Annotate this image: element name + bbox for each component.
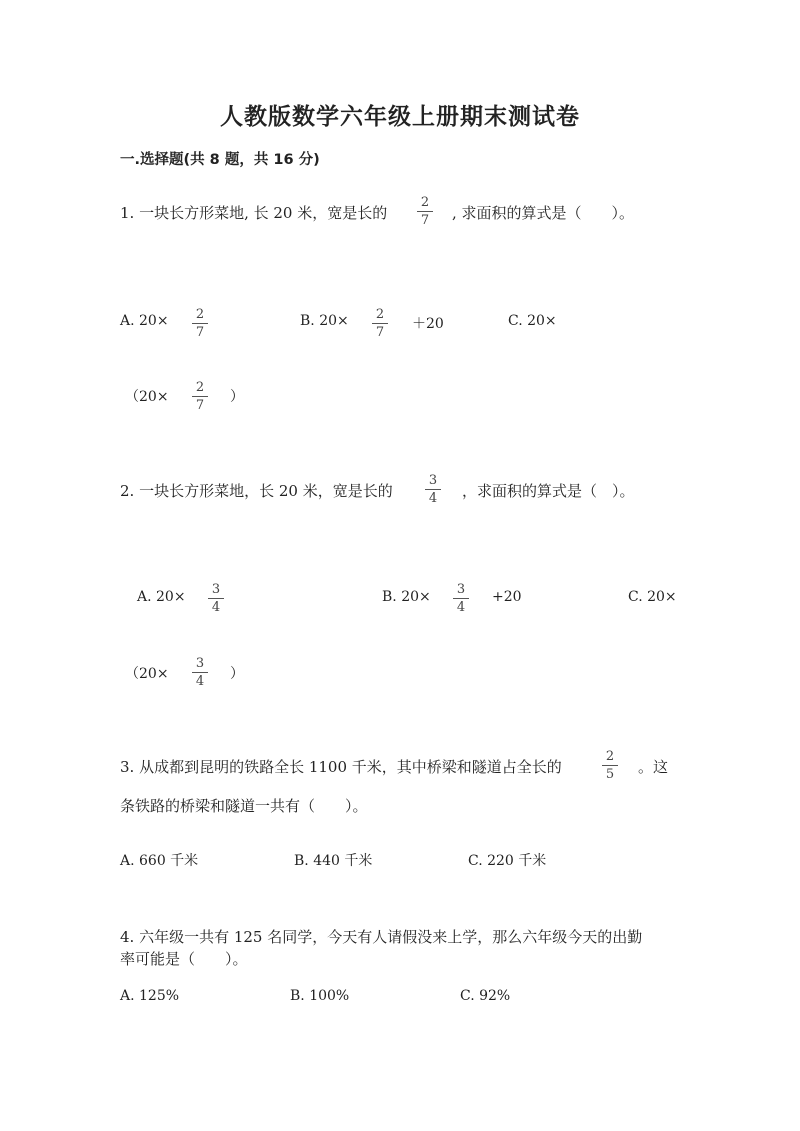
section-heading: 一.选择题(共 8 题，共 16 分) — [120, 152, 320, 168]
question-1-text-end: , 求面积的算式是（ ）。 — [452, 204, 635, 222]
question-2-text-end: ，求面积的算式是（ ）。 — [462, 482, 635, 500]
question-4-text-line2: 率可能是（ ）。 — [120, 950, 248, 968]
fraction-numerator: 2 — [195, 307, 205, 322]
q2-option-b-suffix: +20 — [492, 589, 522, 605]
fraction-denominator: 7 — [195, 325, 205, 340]
q1-option-c-fraction — [190, 380, 210, 413]
fraction-numerator: 3 — [428, 473, 438, 488]
q2-option-c-fraction — [190, 656, 210, 689]
q3-option-b: B. 440 千米 — [294, 853, 373, 869]
fraction-denominator: 7 — [420, 213, 430, 228]
q4-option-c: C. 92% — [460, 988, 511, 1004]
fraction-numerator: 2 — [420, 195, 430, 210]
q2-option-c-close: ） — [230, 666, 244, 682]
question-4-text: 4. 六年级一共有 125 名同学，今天有人请假没来上学，那么六年级今天的出勤 — [120, 928, 643, 946]
question-2-fraction — [423, 473, 443, 506]
q1-option-b: B. 20× — [300, 313, 349, 329]
fraction-numerator: 2 — [375, 307, 385, 322]
q1-option-a: A. 20× — [120, 313, 169, 329]
q3-option-a: A. 660 千米 — [120, 853, 199, 869]
fraction-denominator: 4 — [428, 491, 438, 506]
page-title: 人教版数学六年级上册期末测试卷 — [220, 104, 580, 130]
question-3-text-line2: 条铁路的桥梁和隧道一共有（ ）。 — [120, 797, 368, 815]
q1-option-c-close: ） — [230, 389, 244, 405]
fraction-numerator: 2 — [195, 380, 205, 395]
q2-option-a: A. 20× — [137, 589, 186, 605]
question-1-fraction — [415, 195, 435, 228]
q1-option-c-continued: （20× — [125, 389, 169, 405]
q3-option-c: C. 220 千米 — [468, 853, 547, 869]
q1-option-b-suffix: ＋20 — [412, 316, 444, 332]
q2-option-c: C. 20× — [628, 589, 677, 605]
q2-option-b-fraction — [451, 582, 471, 615]
fraction-denominator: 5 — [605, 767, 615, 782]
question-3-text: 3. 从成都到昆明的铁路全长 1100 千米，其中桥梁和隧道占全长的 — [120, 758, 562, 776]
q4-option-b: B. 100% — [290, 988, 350, 1004]
q2-option-c-continued: （20× — [125, 666, 169, 682]
fraction-numerator: 3 — [456, 582, 466, 597]
fraction-numerator: 3 — [195, 656, 205, 671]
fraction-numerator: 2 — [605, 749, 615, 764]
q2-option-b: B. 20× — [382, 589, 431, 605]
q1-option-c: C. 20× — [508, 313, 557, 329]
q2-option-a-fraction — [206, 582, 226, 615]
question-2-text: 2. 一块长方形菜地，长 20 米，宽是长的 — [120, 482, 393, 500]
question-1-text: 1. 一块长方形菜地, 长 20 米，宽是长的 — [120, 204, 388, 222]
fraction-denominator: 4 — [456, 600, 466, 615]
q1-option-a-fraction — [190, 307, 210, 340]
question-3-text-end: 。这 — [638, 758, 669, 776]
fraction-denominator: 4 — [211, 600, 221, 615]
fraction-denominator: 7 — [375, 325, 385, 340]
fraction-denominator: 4 — [195, 674, 205, 689]
q4-option-a: A. 125% — [120, 988, 180, 1004]
q1-option-b-fraction — [370, 307, 390, 340]
fraction-numerator: 3 — [211, 582, 221, 597]
fraction-denominator: 7 — [195, 398, 205, 413]
question-3-fraction — [600, 749, 620, 782]
